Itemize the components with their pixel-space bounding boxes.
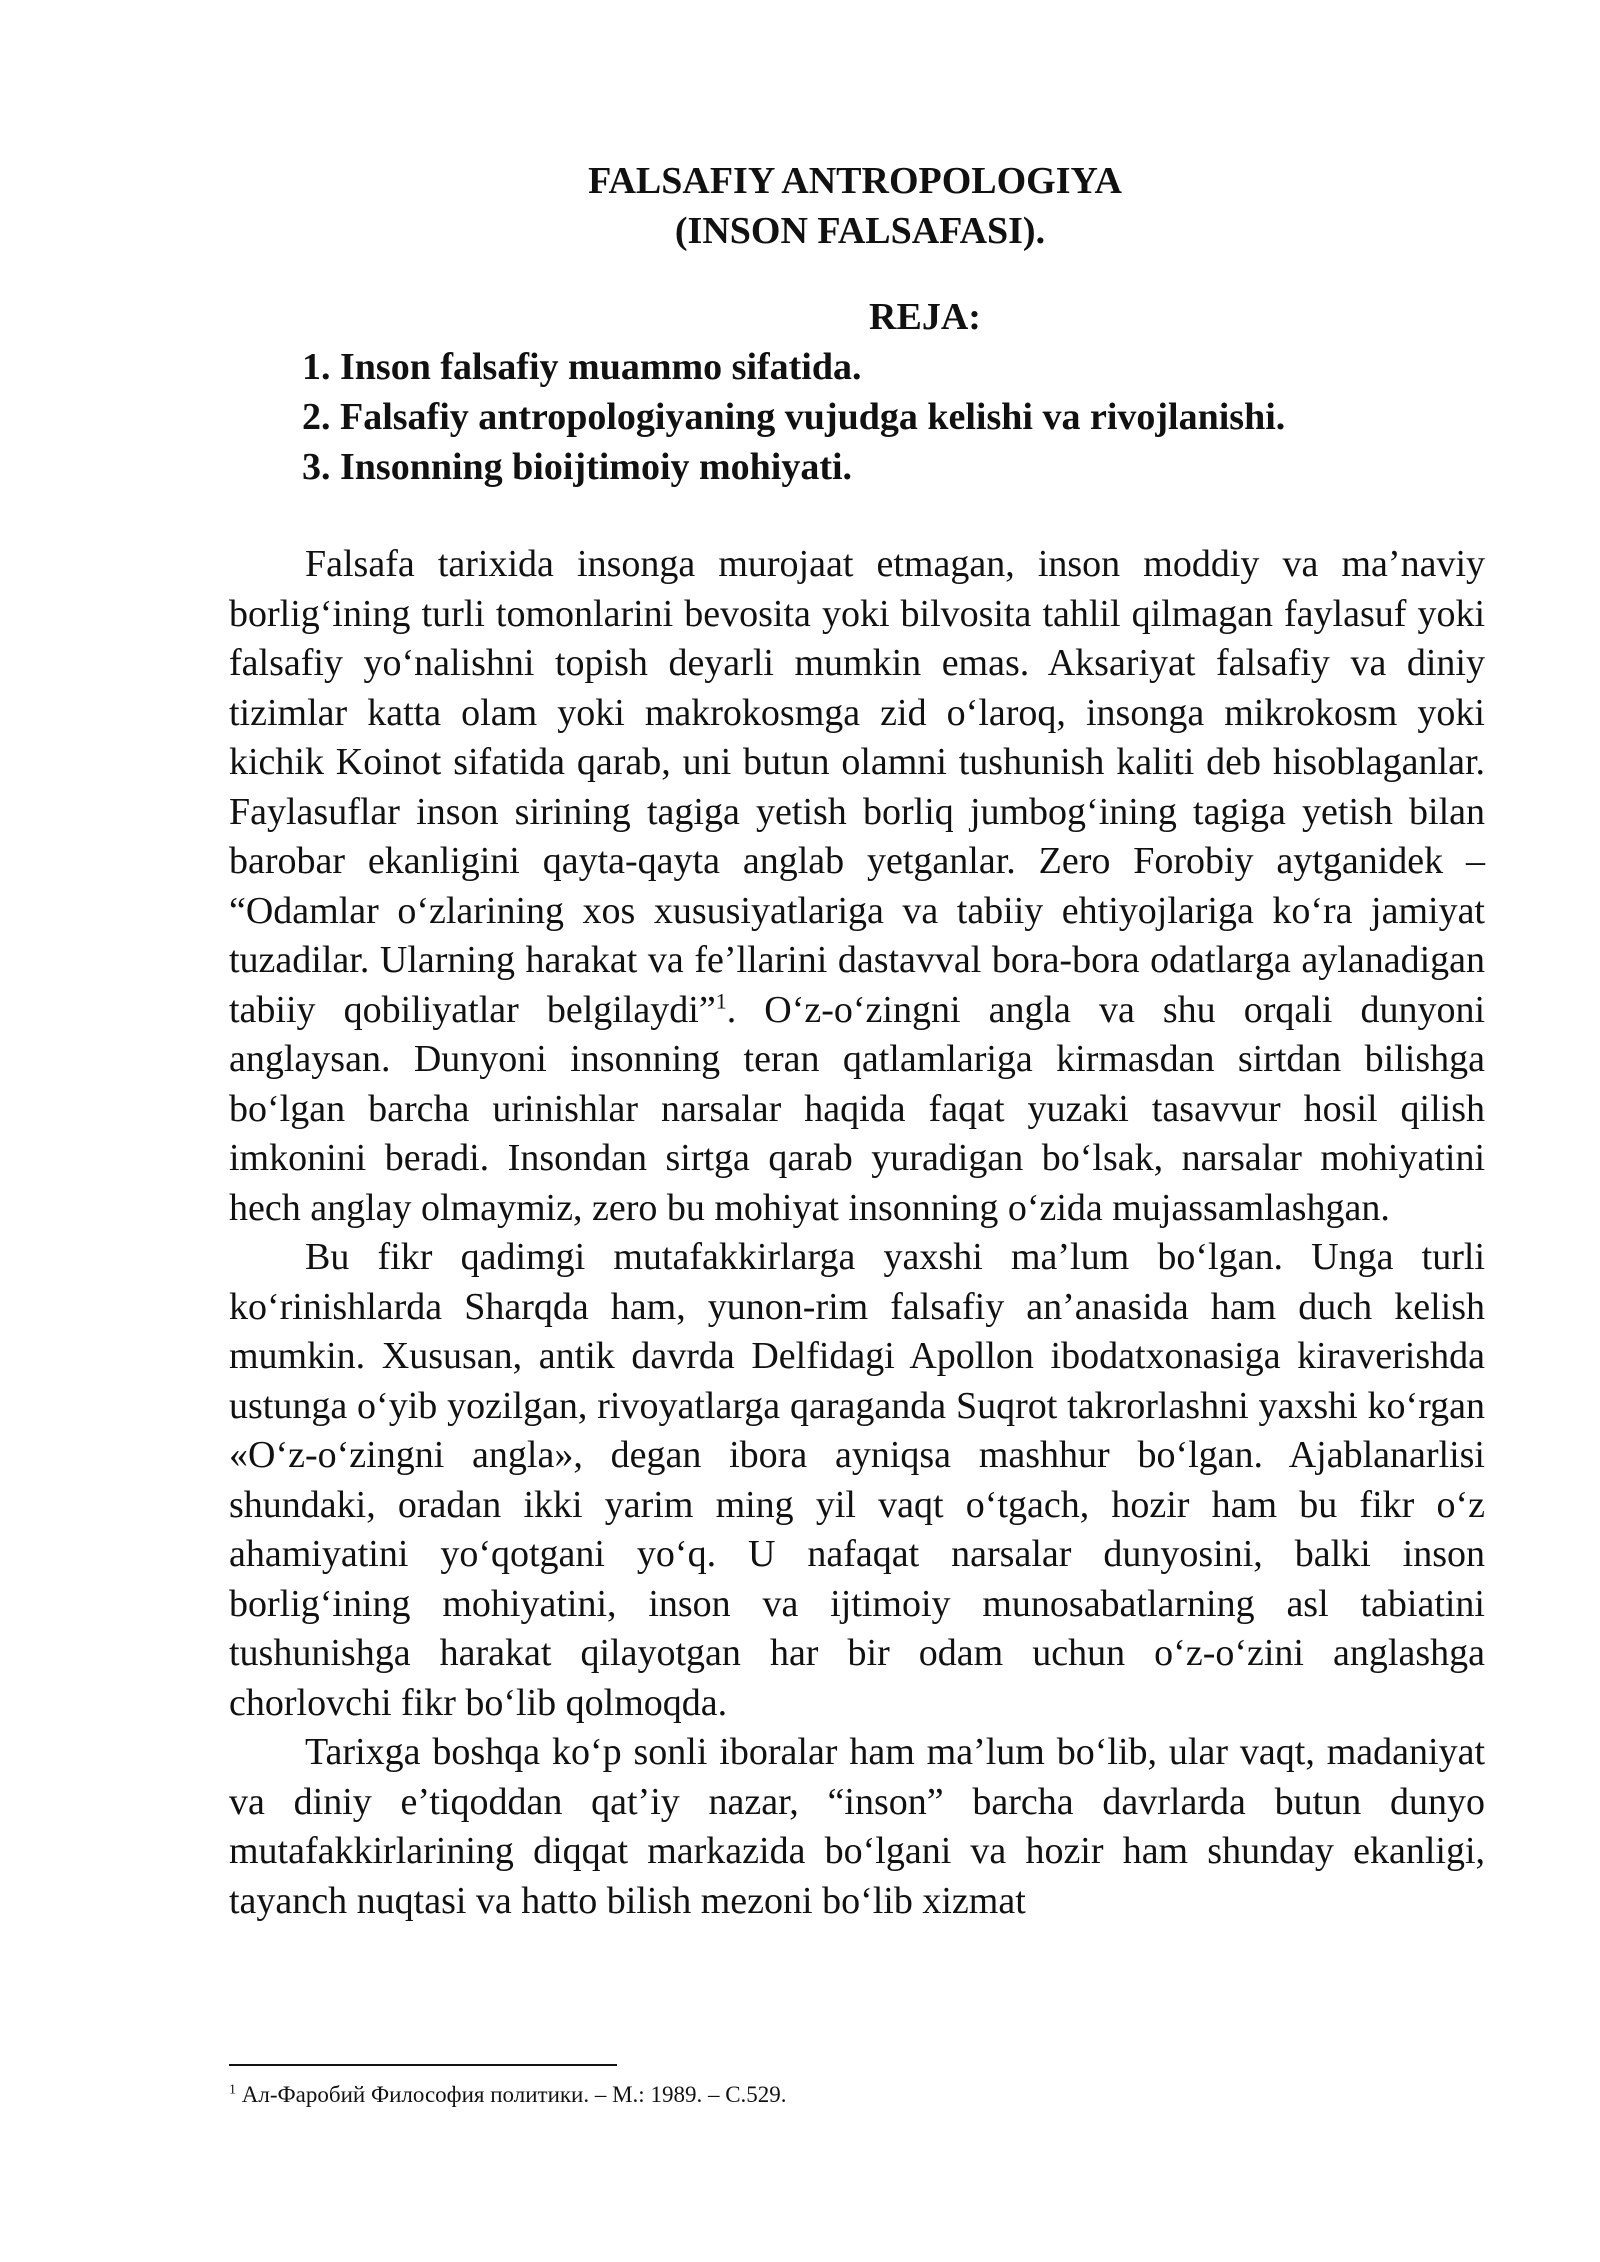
plan-heading: REJA: xyxy=(869,296,981,338)
footnote xyxy=(229,2080,787,2110)
plan-item: 3. Insonning bioijtimoiy mohiyati. xyxy=(302,446,853,488)
title-line-1: FALSAFIY ANTROPOLOGIYA xyxy=(588,160,1122,202)
paragraph-3: Tarixga boshqa ko‘p sonli iboralar ham ma’lum bo‘lib, ular vaqt, madaniyat va diniy e’tiqoddan qat’iy nazar, “inson” barcha davrlarda butun dunyo mutafakkirlarining diqqat markazida bo‘lgani va hozir ham shunday ekanligi, tayanch nuqtasi va hatto bilish mezoni bo‘lib xizmat xyxy=(229,1731,1485,1922)
footnote-number: 1 xyxy=(229,2082,236,2098)
footnote-text: Ал-Фаробий Философия политики. – М.: 1989. – С.529. xyxy=(236,2082,787,2107)
paragraph-1-text-a: Falsafa tarixida insonga murojaat etmagan, inson moddiy va ma’naviy borlig‘ining turli tomonlarini bevosita yoki bilvosita tahlil qilmagan faylasuf yoki falsafiy yo‘nalishni topish deyarli mumkin emas. Aksariyat falsafiy va diniy tizimlar katta olam yoki makrokosmga zid o‘laroq, insonga mikrokosm yoki kichik Koinot sifatida qarab, uni butun olamni tushunish kaliti deb hisoblaganlar. Faylasuflar inson sirining tagiga yetish borliq jumbog‘ining tagiga yetish bilan barobar ekanligini qayta-qayta anglab yetganlar. Zero Forobiy aytganidek – “Odamlar o‘zlarining xos xususiyatlariga va tabiiy ehtiyojlariga ko‘ra jamiyat tuzadilar. Ularning harakat va fe’llarini dastavval bora-bora odatlarga aylanadigan tabiiy qobiliyatlar belgilaydi” xyxy=(229,543,1485,1031)
plan-item: 2. Falsafiy antropologiyaning vujudga kelishi va rivojlanishi. xyxy=(302,396,1286,438)
footnote-reference: 1 xyxy=(715,987,727,1013)
paragraph-1-text-b: . O‘z-o‘zingni angla va shu orqali dunyoni anglaysan. Dunyoni insonning teran qatlamlariga kirmasdan sirtdan bilishga bo‘lgan barcha urinishlar narsalar haqida faqat yuzaki tasavvur hosil qilish imkonini beradi. Insondan sirtga qarab yuradigan bo‘lsak, narsalar mohiyatini hech anglay olmaymiz, zero bu mohiyat insonning o‘zida mujassamlashgan. xyxy=(229,988,1485,1229)
plan-item: 1. Inson falsafiy muammo sifatida. xyxy=(302,346,862,388)
plan-list xyxy=(302,342,1285,492)
footnote-separator xyxy=(229,2064,617,2066)
title-line-2: (INSON FALSAFASI). xyxy=(674,210,1046,252)
document-title xyxy=(0,156,1600,256)
body-text xyxy=(229,540,1485,1926)
paragraph-1 xyxy=(229,540,1485,1233)
paragraph-2: Bu fikr qadimgi mutafakkirlarga yaxshi ma’lum bo‘lgan. Unga turli ko‘rinishlarda Sharqda ham, yunon-rim falsafiy an’anasida ham duch kelish mumkin. Xususan, antik davrda Delfidagi Apollon ibodatxonasiga kiraverishda ustunga o‘yib yozilgan, rivoyatlarga qaraganda Suqrot takrorlashni yaxshi ko‘rgan «O‘z-o‘zingni angla», degan ibora ayniqsa mashhur bo‘lgan. Ajablanarlisi shundaki, oradan ikki yarim ming yil vaqt o‘tgach, hozir ham bu fikr o‘z ahamiyatini yo‘qotgani yo‘q. U nafaqat narsalar dunyosini, balki inson borlig‘ining mohiyatini, inson va ijtimoiy munosabatlarning asl tabiatini tushunishga harakat qilayotgan har bir odam uchun o‘z-o‘zini anglashga chorlovchi fikr bo‘lib qolmoqda. xyxy=(229,1236,1485,1724)
